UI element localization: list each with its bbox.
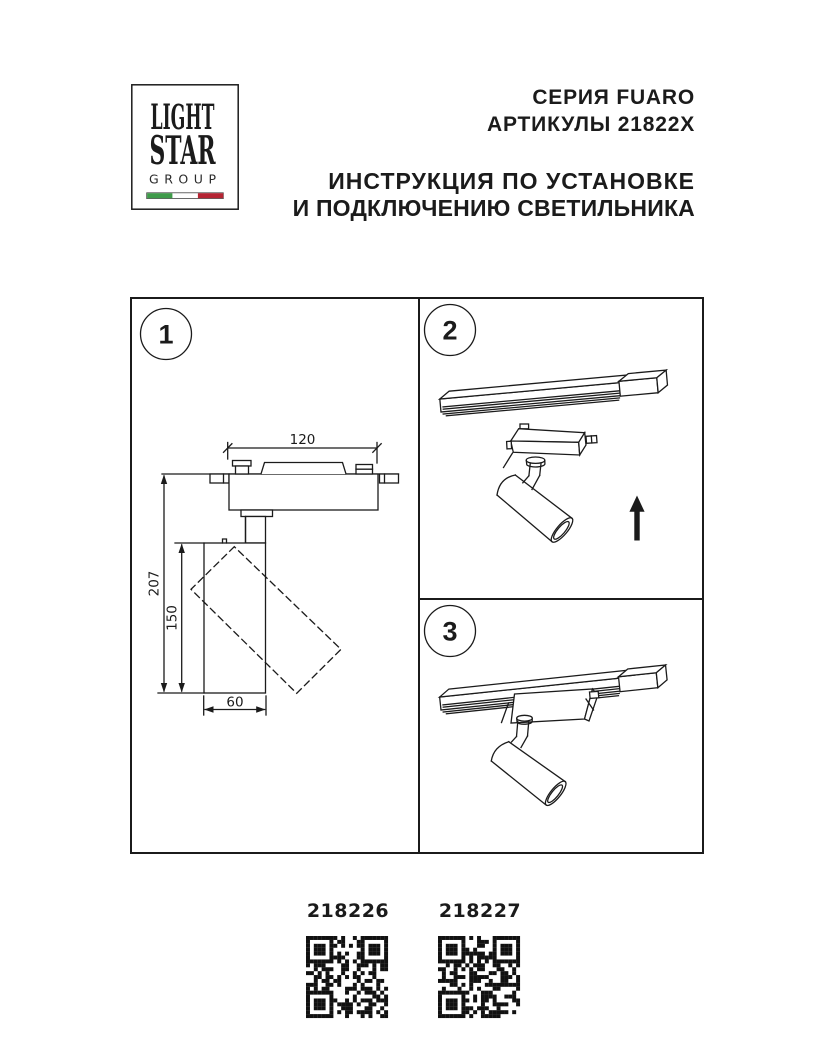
article-number-218227: 218227: [438, 900, 522, 922]
flag-red-segment: [198, 193, 223, 198]
articles-title: АРТИКУЛЫ 21822X: [487, 113, 695, 136]
logo-word-light: LIGHT: [150, 97, 215, 138]
fixture-side-view: [162, 461, 399, 694]
qr-code-218227: [438, 936, 520, 1018]
spot-fixture-mounted: [491, 689, 599, 808]
dimension-height-150: 150: [164, 605, 181, 631]
step-1-drawing: [132, 299, 418, 852]
step-panel-3: [420, 600, 702, 852]
adapter-top-face: [511, 429, 585, 443]
spot-body: [204, 543, 266, 693]
stem-flange: [241, 510, 273, 517]
adapter-lock-knob: [520, 424, 529, 429]
series-title: СЕРИЯ FUARO: [532, 86, 695, 109]
lock-lever-base: [236, 466, 249, 474]
lens-rim: [548, 515, 576, 545]
logo-word-star: STAR: [149, 128, 216, 174]
adapter-body: [229, 474, 378, 510]
contact-ridge: [261, 463, 346, 475]
step-panel-2: [420, 299, 702, 600]
stem-flange: [517, 715, 533, 721]
header-spacer: [293, 138, 695, 168]
dimension-width-120: 120: [289, 432, 316, 448]
left-clip: [210, 474, 229, 483]
instruction-title-line2: И ПОДКЛЮЧЕНИЮ СВЕТИЛЬНИКА: [292, 194, 695, 221]
step-2-number: 2: [442, 315, 458, 346]
step-3-number: 3: [442, 616, 458, 647]
step-panel-1: [132, 299, 420, 852]
adapter-front-face: [511, 441, 580, 455]
instruction-title-line1: ИНСТРУКЦИЯ ПО УСТАНОВКЕ: [328, 168, 695, 194]
header: [293, 84, 695, 221]
qr-code-218226: [306, 936, 388, 1018]
step-3-drawing: [420, 600, 702, 852]
logo-word-group: GROUP: [149, 171, 216, 187]
flag-green-segment: [147, 193, 172, 198]
spot-fixture: [497, 424, 597, 545]
insert-up-arrow: [629, 496, 644, 541]
lock-lever-cap: [233, 461, 252, 467]
step-2-drawing: [420, 299, 702, 598]
italian-flag-bar: [147, 193, 224, 199]
adapter-left-tab: [507, 441, 512, 449]
article-number-218226: 218226: [306, 900, 390, 922]
dimension-width-60: 60: [226, 694, 244, 711]
step-1-number: 1: [158, 319, 174, 350]
right-clip: [380, 474, 399, 483]
spot-cylinder: [497, 475, 576, 545]
lightstar-logo: [131, 84, 239, 210]
lens-rim: [542, 778, 569, 808]
spot-cylinder: [491, 742, 569, 808]
installation-steps-diagram: [130, 297, 704, 854]
track-rail: [439, 370, 668, 416]
stem-flange: [526, 457, 545, 463]
adapter-right-tab: [590, 691, 599, 698]
stem-column: [246, 517, 266, 544]
dimension-height-207: 207: [146, 570, 163, 597]
